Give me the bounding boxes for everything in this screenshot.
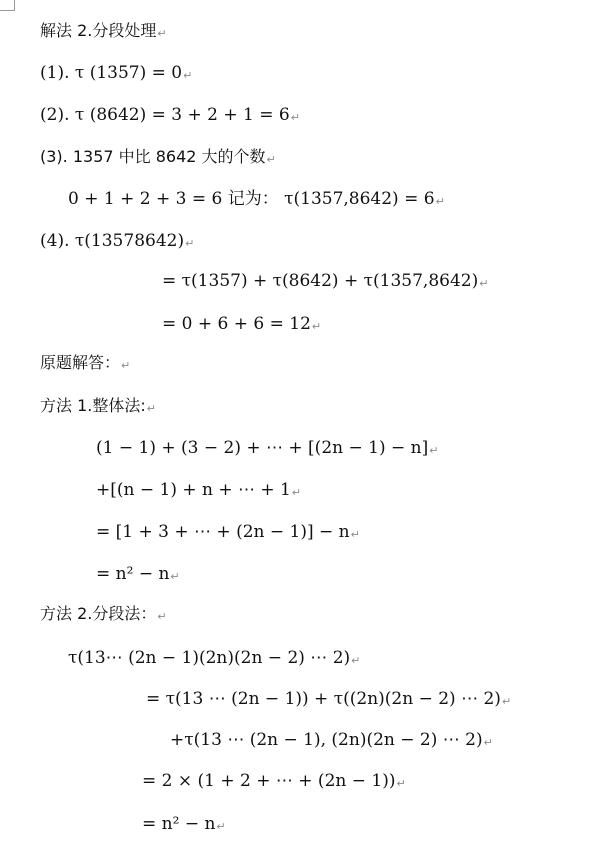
text-line xyxy=(96,563,180,588)
paragraph-mark-icon: ↵ xyxy=(290,111,300,124)
page-corner-mark xyxy=(0,0,15,11)
line-text: +[(n − 1) + n + ⋯ + 1 xyxy=(96,480,291,500)
line-text: = n² − n xyxy=(142,814,216,834)
line-text: 方法 2.分段法： xyxy=(40,604,157,623)
paragraph-mark-icon: ↵ xyxy=(185,237,195,250)
paragraph-mark-icon: ↵ xyxy=(170,570,180,583)
line-text: τ(13⋯ (2n − 1)(2n)(2n − 2) ⋯ 2) xyxy=(68,648,351,668)
text-line xyxy=(162,270,488,295)
line-text: (2). τ (8642) = 3 + 2 + 1 = 6 xyxy=(40,105,290,125)
line-text: = τ(1357) + τ(8642) + τ(1357,8642) xyxy=(162,271,479,291)
line-text: = τ(13 ⋯ (2n − 1)) + τ((2n)(2n − 2) ⋯ 2) xyxy=(146,689,501,709)
line-text: 0 + 1 + 2 + 3 = 6 记为： τ(1357,8642) = 6 xyxy=(68,189,435,209)
line-text: (1 − 1) + (3 − 2) + ⋯ + [(2n − 1) − n] xyxy=(96,438,429,458)
line-text: 解法 2.分段处理 xyxy=(40,21,157,40)
paragraph-mark-icon: ↵ xyxy=(351,654,361,667)
line-text: +τ(13 ⋯ (2n − 1), (2n)(2n − 2) ⋯ 2) xyxy=(170,730,483,750)
line-text: = 0 + 6 + 6 = 12 xyxy=(162,314,311,334)
paragraph-mark-icon: ↵ xyxy=(216,820,226,833)
line-text: 原题解答： xyxy=(40,353,121,372)
line-text: (3). 1357 中比 8642 大的个数 xyxy=(40,147,266,166)
text-line xyxy=(162,313,321,338)
paragraph-mark-icon: ↵ xyxy=(501,695,512,708)
paragraph-mark-icon: ↵ xyxy=(266,153,276,166)
paragraph-mark-icon: ↵ xyxy=(157,27,167,40)
paragraph-mark-icon: ↵ xyxy=(146,402,156,415)
paragraph-mark-icon: ↵ xyxy=(396,777,406,790)
line-text: = 2 × (1 + 2 + ⋯ + (2n − 1)) xyxy=(142,771,396,791)
paragraph-mark-icon: ↵ xyxy=(157,610,167,623)
text-line xyxy=(68,188,445,213)
paragraph-mark-icon: ↵ xyxy=(350,528,360,541)
text-line xyxy=(68,647,360,672)
paragraph-mark-icon: ↵ xyxy=(483,736,493,749)
text-line xyxy=(40,20,167,45)
paragraph-mark-icon: ↵ xyxy=(183,69,193,82)
paragraph-mark-icon: ↵ xyxy=(429,444,439,457)
text-line xyxy=(146,688,511,713)
text-line xyxy=(142,770,406,795)
text-line xyxy=(96,437,438,462)
paragraph-mark-icon: ↵ xyxy=(121,359,131,372)
line-text: 方法 1.整体法: xyxy=(40,396,146,415)
text-line xyxy=(40,104,300,129)
text-line xyxy=(40,603,167,628)
text-line xyxy=(142,813,226,838)
paragraph-mark-icon: ↵ xyxy=(435,195,445,208)
line-text: = [1 + 3 + ⋯ + (2n − 1)] − n xyxy=(96,522,350,542)
text-line xyxy=(40,62,192,87)
paragraph-mark-icon: ↵ xyxy=(479,277,489,290)
text-line xyxy=(40,146,276,171)
line-text: (1). τ (1357) = 0 xyxy=(40,63,183,83)
text-line xyxy=(40,395,156,420)
paragraph-mark-icon: ↵ xyxy=(291,486,302,499)
line-text: = n² − n xyxy=(96,564,170,584)
text-line xyxy=(96,521,360,546)
text-line xyxy=(40,352,130,377)
paragraph-mark-icon: ↵ xyxy=(311,320,322,333)
text-line xyxy=(96,479,301,504)
line-text: (4). τ(13578642) xyxy=(40,231,185,251)
text-line xyxy=(40,230,194,255)
text-line xyxy=(170,729,493,754)
